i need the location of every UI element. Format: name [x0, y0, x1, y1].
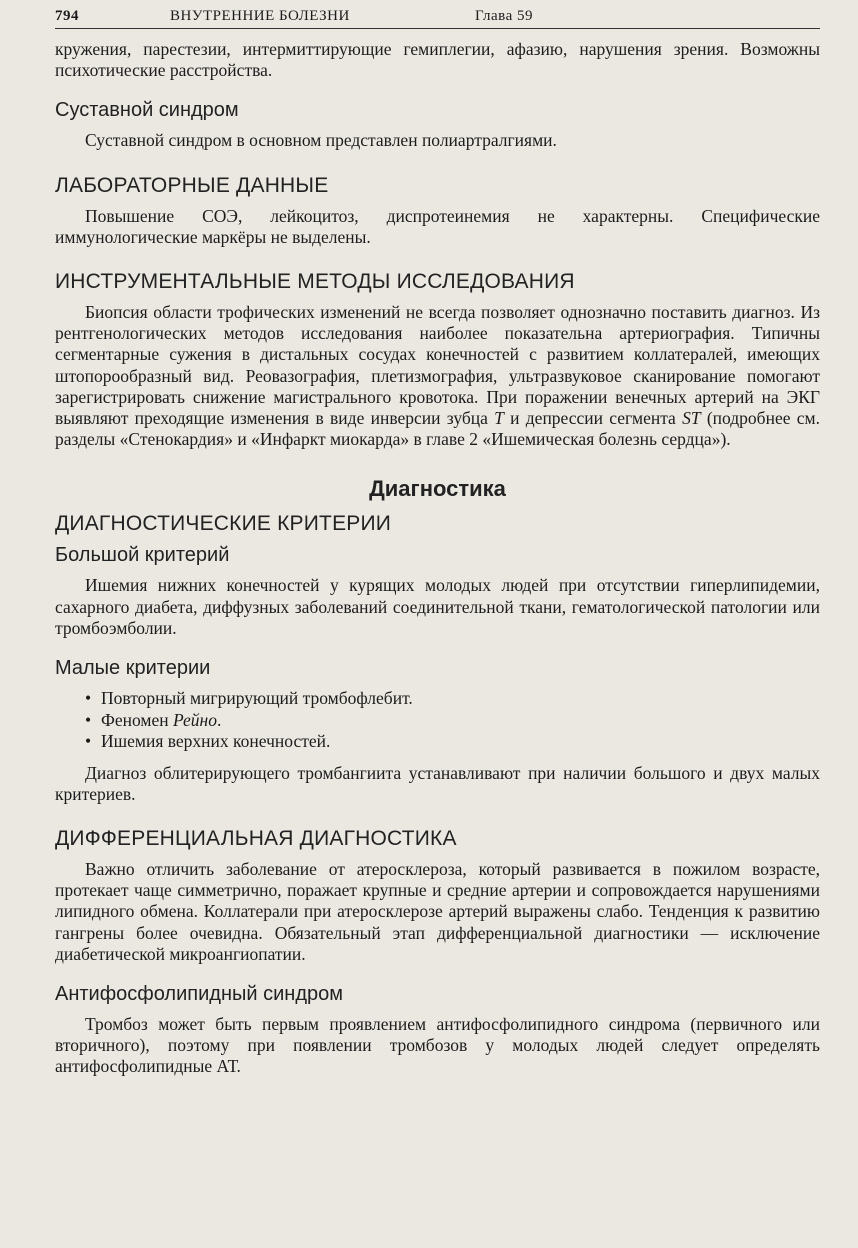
lab-data-text: Повышение СОЭ, лейкоцитоз, диспротеинемия не характерны. Специфические иммунологические маркёры не выделены. [55, 205, 820, 247]
list-item: • Повторный мигрирующий тромбофлебит. [85, 688, 820, 710]
differential-text: Важно отличить заболевание от атеросклероза, который развивается в пожилом возрасте, протекает чаще симметрично, поражает крупные и средние артерии и сопровождается нарушениями липидного обмена. Коллатерали при атеросклерозе артерий выражены слабо. Тенденция к развитию гангрены более очевидна. Обязательный этап дифференциальной диагностики — исключение диабетической микроангиопатии. [55, 858, 820, 964]
minor-criteria-heading: Малые критерии [55, 657, 211, 680]
minor-criteria-list [55, 688, 820, 753]
instrumental-heading: ИНСТРУМЕНТАЛЬНЫЕ МЕТОДЫ ИССЛЕДОВАНИЯ [55, 270, 575, 294]
raynaud-term: Рейно [172, 709, 217, 730]
list-item-suffix: . [216, 709, 222, 730]
list-item-prefix: Феномен [101, 709, 173, 730]
differential-heading: ДИФФЕРЕНЦИАЛЬНАЯ ДИАГНОСТИКА [55, 826, 457, 850]
page-number: 794 [55, 8, 79, 24]
instrumental-text [55, 302, 820, 450]
running-head [55, 8, 820, 29]
intro-paragraph: кружения, парестезии, интермиттирующие гемиплегии, афазию, нарушения зрения. Возможны психотические расстройства. [55, 39, 820, 81]
aps-heading: Антифосфолипидный синдром [55, 982, 343, 1005]
chapter-label: Глава 59 [475, 8, 533, 24]
list-item: • Ишемия верхних конечностей. [85, 731, 820, 753]
instrumental-text-a: Биопсия области трофических изменений не всегда позволяет однозначно поставить диагноз. Из рентгенологических методов исследования наиболее показательна артериография. Типичны сегментарные сужения в дистальных сосудах конечностей с развитием коллатералей, имеющих штопорообразный вид. Реовазография, плетизмография, ультразвуковое сканирование помогают зарегистрировать снижение магистрального кровотока. При поражении венечных артерий на ЭКГ выявляют преходящие изменения в виде инверсии зубца [55, 302, 820, 429]
diagnosis-heading: Диагностика [369, 476, 506, 502]
t-wave-symbol: T [494, 408, 504, 429]
st-segment-symbol: ST [682, 408, 701, 429]
lab-data-heading: ЛАБОРАТОРНЫЕ ДАННЫЕ [55, 173, 329, 197]
book-title: ВНУТРЕННИЕ БОЛЕЗНИ [170, 8, 350, 24]
joint-syndrome-text: Суставной синдром в основном представлен полиартралгиями. [85, 130, 557, 151]
major-criterion-text: Ишемия нижних конечностей у курящих молодых людей при отсутствии гиперлипидемии, сахарного диабета, диффузных заболеваний соединительной ткани, гематологической патологии или тромбоэмболии. [55, 575, 820, 638]
aps-text: Тромбоз может быть первым проявлением антифосфолипидного синдрома (первичного или вторичного), поэтому при появлении тромбозов у молодых людей следует определять антифосфолипидные АТ. [55, 1013, 820, 1077]
major-criterion-heading: Большой критерий [55, 544, 230, 567]
criteria-heading: ДИАГНОСТИЧЕСКИЕ КРИТЕРИИ [55, 512, 392, 536]
instrumental-text-b: и депрессии сегмента [503, 408, 683, 429]
diagnosis-conclusion: Диагноз облитерирующего тромбангиита устанавливают при наличии большого и двух малых критериев. [55, 762, 820, 804]
joint-syndrome-heading: Суставной синдром [55, 99, 239, 122]
instrumental-text-c: (подробнее см. разделы «Стенокардия» и «Инфаркт миокарда» в главе 2 «Ишемическая болезнь сердца»). [55, 408, 820, 450]
list-item [85, 710, 820, 732]
